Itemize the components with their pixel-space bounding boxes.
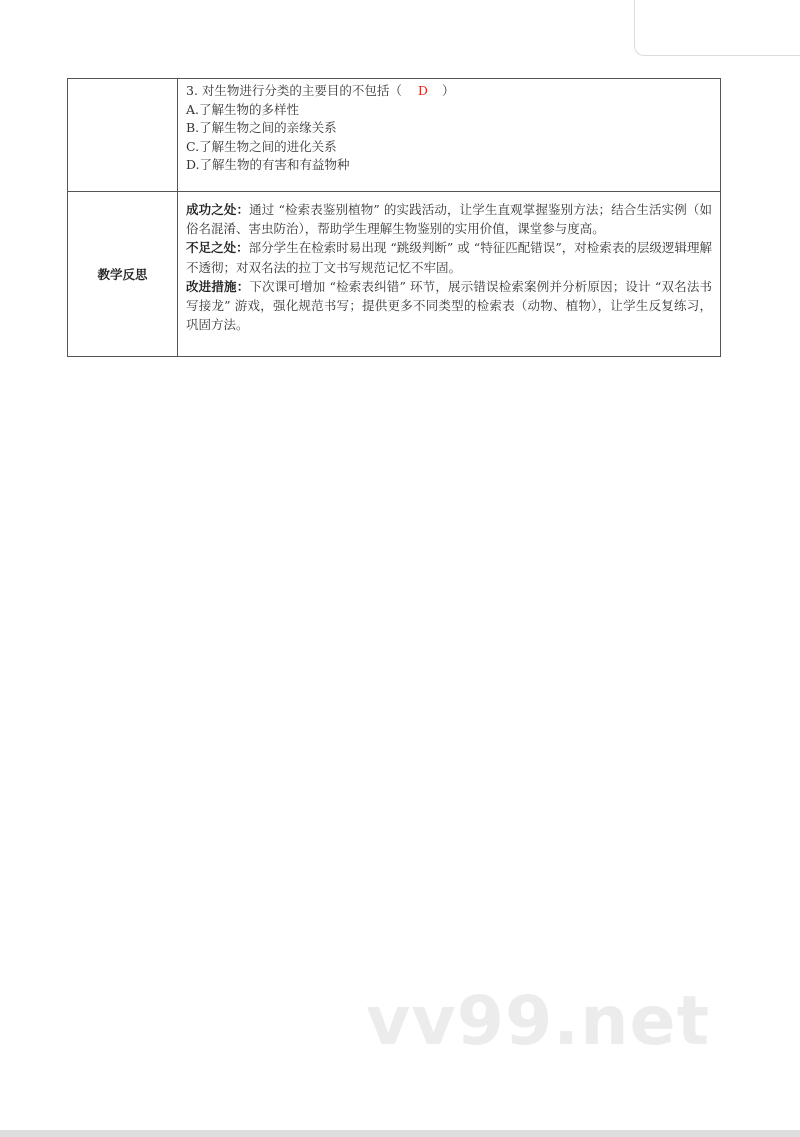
site-watermark: vv99.net — [366, 982, 711, 1061]
quiz-label-cell — [68, 79, 178, 192]
improve-text: 下次课可增加 “检索表纠错” 环节，展示错误检索案例并分析原因；设计 “双名法书写接龙” 游戏，强化规范书写；提供更多不同类型的检索表（动物、植物），让学生反复练习，巩固方法。 — [186, 278, 712, 333]
reflection-label: 教学反思 — [68, 192, 178, 357]
quiz-question-prefix: 3. 对生物进行分类的主要目的不包括（ — [186, 83, 402, 98]
quiz-question-suffix: ） — [441, 83, 455, 98]
reflection-improve — [186, 277, 712, 335]
quiz-option-c: C.了解生物之间的进化关系 — [186, 138, 337, 154]
bottom-scroll-strip — [0, 1130, 800, 1137]
reflection-row — [68, 192, 721, 357]
quiz-question-block — [178, 79, 720, 175]
quiz-option-d: D.了解生物的有害和有益物种 — [186, 157, 350, 173]
quiz-answer: D — [417, 83, 428, 98]
reflection-content — [178, 192, 720, 334]
quiz-option-b: B.了解生物之间的亲缘关系 — [186, 120, 337, 136]
reflection-shortfall — [186, 238, 712, 276]
reflection-success — [186, 200, 712, 238]
quiz-question — [186, 82, 712, 101]
success-heading: 成功之处： — [186, 202, 250, 217]
shortfall-heading: 不足之处： — [186, 240, 249, 256]
quiz-row — [68, 79, 721, 192]
lesson-table — [67, 78, 721, 357]
reflection-cell — [178, 192, 721, 357]
improve-heading: 改进措施： — [186, 278, 250, 294]
quiz-cell — [178, 79, 721, 192]
page-corner — [634, 0, 800, 56]
quiz-option-a: A.了解生物的多样性 — [186, 101, 300, 117]
shortfall-text: 部分学生在检索时易出现 “跳级判断” 或 “特征匹配错误”，对检索表的层级逻辑理解不透彻；对双名法的拉丁文书写规范记忆不牢固。 — [186, 240, 712, 275]
success-text: 通过 “检索表鉴别植物” 的实践活动，让学生直观掌握鉴别方法；结合生活实例（如俗名混淆、害虫防治），帮助学生理解生物鉴别的实用价值，课堂参与度高。 — [186, 202, 712, 237]
